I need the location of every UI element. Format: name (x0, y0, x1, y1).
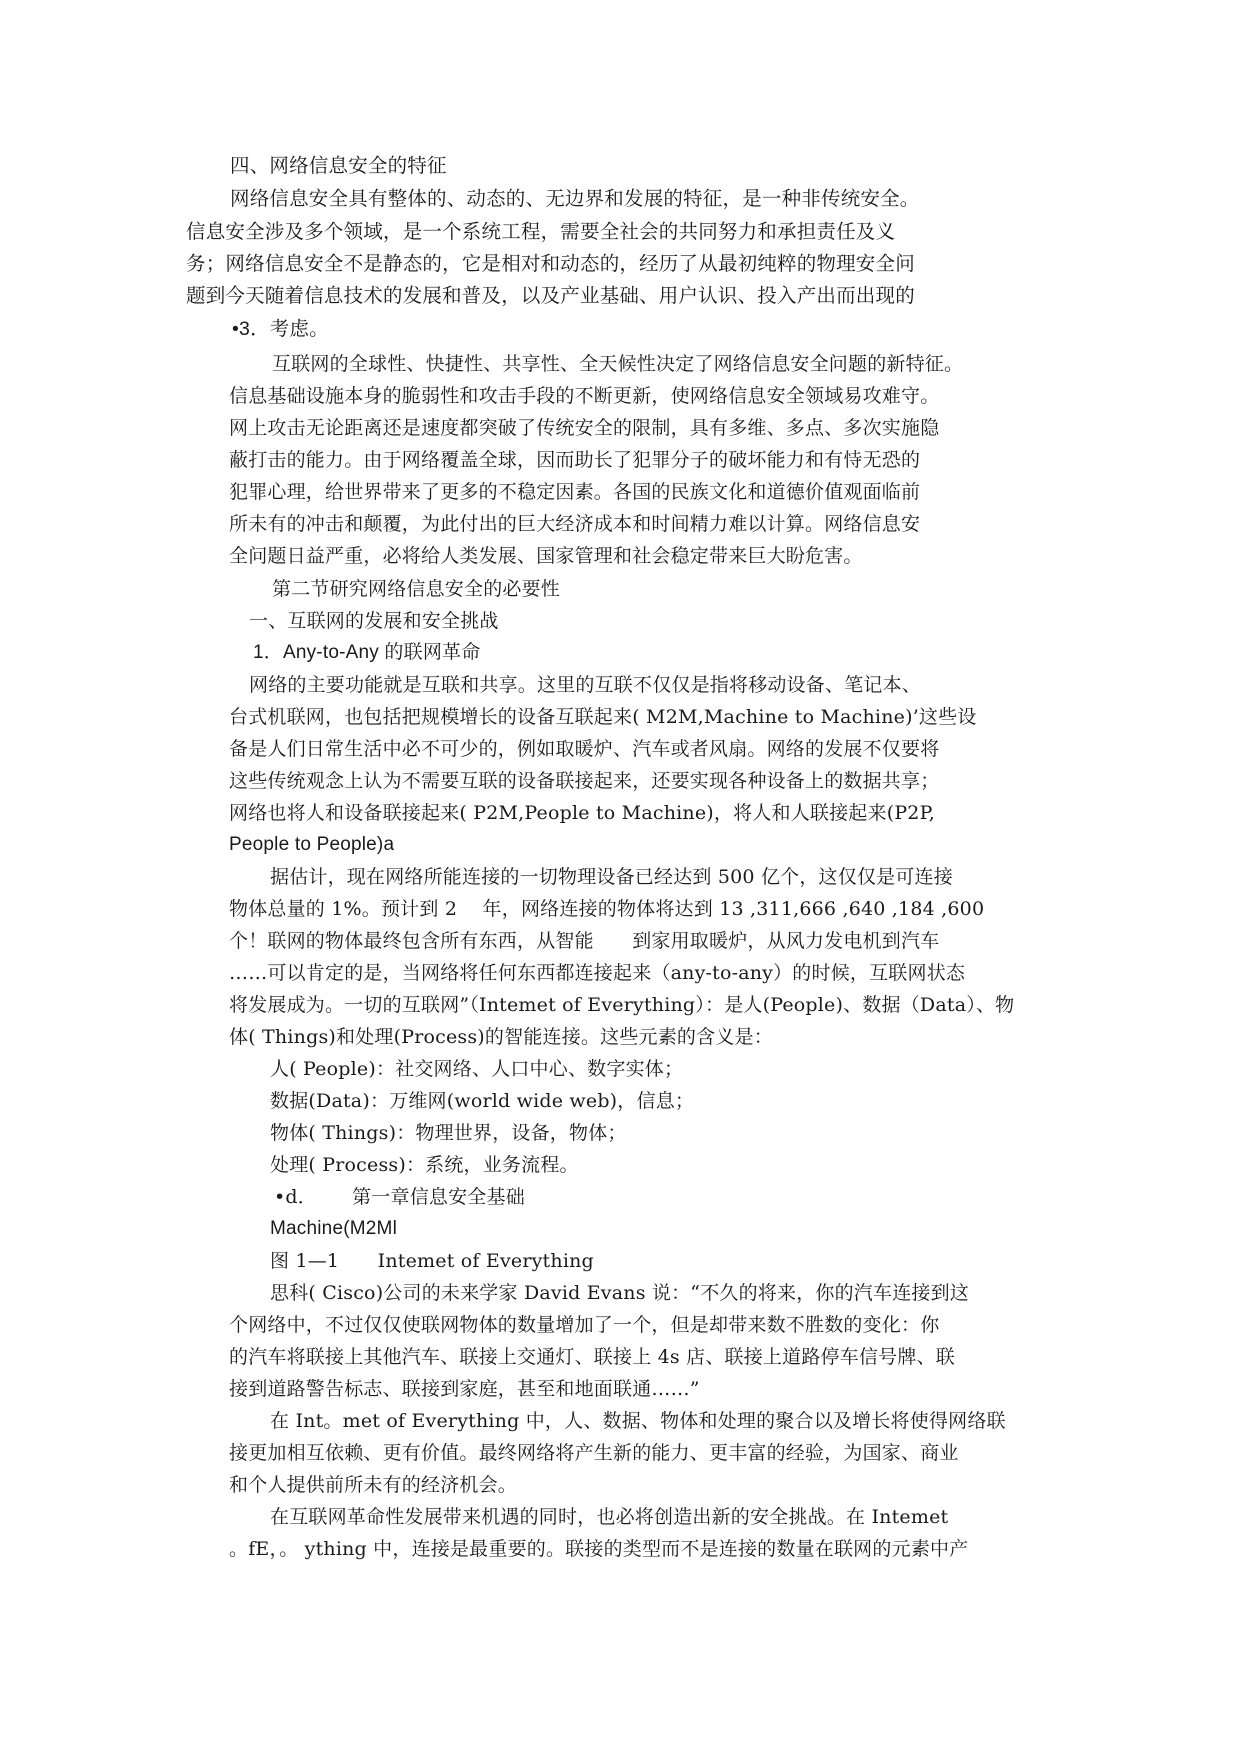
paragraph-line: 网络也将人和设备联接起来( P2M,People to Machine)，将人和人联接起来(P2P, (229, 802, 935, 824)
paragraph-line: ……可以肯定的是，当网络将任何东西都连接起来（any-to-any）的时候，互联网状态 (229, 962, 966, 984)
paragraph-line: 蔽打击的能力。由于网络覆盖全球，因而助长了犯罪分子的破坏能力和有恃无恐的 (229, 449, 921, 471)
paragraph-line: 务；网络信息安全不是静态的，它是相对和动态的，经历了从最初纯粹的物理安全问 (186, 252, 915, 275)
subsection-heading: 一、互联网的发展和安全挑战 (249, 610, 499, 632)
definition-item: 处理( Process)：系统，业务流程。 (270, 1154, 579, 1176)
definition-item: 人( People)：社交网络、人口中心、数字实体； (270, 1058, 684, 1080)
figure-residue-line: •d． 第一章信息安全基础 (274, 1186, 525, 1208)
subsection-heading: 1．Any-to-Any 的联网革命 (253, 642, 481, 663)
paragraph-line: 将发展成为。一切的互联网”（Intemet of Everything）：是人(People)、数据（Data）、物 (229, 994, 1015, 1016)
paragraph-line: 信息基础设施本身的脆弱性和攻击手段的不断更新，使网络信息安全领域易攻难守。 (229, 385, 940, 407)
paragraph-line: 在互联网革命性发展带来机遇的同时，也必将创造出新的安全挑战。在 Intemet (270, 1506, 949, 1528)
paragraph-line: 这些传统观念上认为不需要互联的设备联接起来，还要实现各种设备上的数据共享； (229, 770, 940, 792)
paragraph-line: 题到今天随着信息技术的发展和普及，以及产业基础、用户认识、投入产出而出现的 (186, 284, 915, 307)
paragraph-line: 网络的主要功能就是互联和共享。这里的互联不仅仅是指将移动设备、笔记本、 (249, 674, 922, 696)
definition-item: 物体( Things)：物理世界，设备，物体； (270, 1122, 627, 1144)
paragraph-line: 思科( Cisco)公司的未来学家 David Evans 说：“不久的将来，你的汽车连接到这 (270, 1282, 969, 1304)
paragraph-line: 所未有的冲击和颠覆，为此付出的巨大经济成本和时间精力难以计算。网络信息安 (229, 513, 921, 535)
paragraph-line: 备是人们日常生活中必不可少的，例如取暖炉、汽车或者风扇。网络的发展不仅要将 (229, 738, 940, 760)
paragraph-line: 网络信息安全具有整体的、动态的、无边界和发展的特征，是一种非传统安全。 (230, 187, 920, 210)
paragraph-line: 在 Int。met of Everything 中，人、数据、物体和处理的聚合以及增长将使得网络联 (270, 1410, 1006, 1432)
paragraph-line: 网上攻击无论距离还是速度都突破了传统安全的限制，具有多维、多点、多次实施隐 (229, 417, 940, 439)
section-heading: 四、网络信息安全的特征 (230, 154, 447, 177)
definition-item: 数据(Data)：万维网(world wide web)，信息； (270, 1090, 695, 1112)
paragraph-line: 台式机联网，也包括把规模增长的设备互联起来( M2M,Machine to Machine)’这些设 (229, 706, 977, 728)
paragraph-line: 体( Things)和处理(Process)的智能连接。这些元素的含义是： (229, 1026, 773, 1048)
paragraph-line: •3．考虑。 (232, 318, 329, 340)
paragraph-line: 个！联网的物体最终包含所有东西，从智能 到家用取暖炉，从风力发电机到汽车 (229, 930, 940, 952)
paragraph-line: 互联网的全球性、快捷性、共享性、全天候性决定了网络信息安全问题的新特征。 (272, 353, 964, 375)
paragraph-line: 。fE，。 ything 中，连接是最重要的。联接的类型而不是连接的数量在联网的元素中产 (229, 1538, 969, 1560)
paragraph-line: 个网络中，不过仅仅使联网物体的数量增加了一个，但是却带来数不胜数的变化：你 (229, 1314, 940, 1336)
figure-caption: 图 1—1 Intemet of Everything (270, 1250, 594, 1272)
paragraph-line: 物体总量的 1%。预计到 2 年，网络连接的物体将达到 13 ,311,666 ,640 ,184 ,600 (229, 898, 985, 920)
paragraph-line: 据估计，现在网络所能连接的一切物理设备已经达到 500 亿个，这仅仅是可连接 (270, 866, 953, 888)
paragraph-line: 接更加相互依赖、更有价值。最终网络将产生新的能力、更丰富的经验，为国家、商业 (229, 1442, 959, 1464)
paragraph-line: 全问题日益严重，必将给人类发展、国家管理和社会稳定带来巨大盼危害。 (229, 545, 863, 567)
paragraph-line: People to People)a (229, 834, 395, 855)
paragraph-line: 犯罪心理，给世界带来了更多的不稳定因素。各国的民族文化和道德价值观面临前 (229, 481, 921, 503)
figure-residue-line: Machine(M2Ml (270, 1218, 397, 1239)
section-title: 第二节研究网络信息安全的必要性 (272, 578, 561, 600)
paragraph-line: 和个人提供前所未有的经济机会。 (229, 1474, 518, 1496)
paragraph-line: 的汽车将联接上其他汽车、联接上交通灯、联接上 4s 店、联接上道路停车信号牌、联 (229, 1346, 955, 1368)
paragraph-line: 接到道路警告标志、联接到家庭，甚至和地面联通……” (229, 1378, 700, 1400)
paragraph-line: 信息安全涉及多个领域，是一个系统工程，需要全社会的共同努力和承担责任及义 (186, 220, 896, 243)
